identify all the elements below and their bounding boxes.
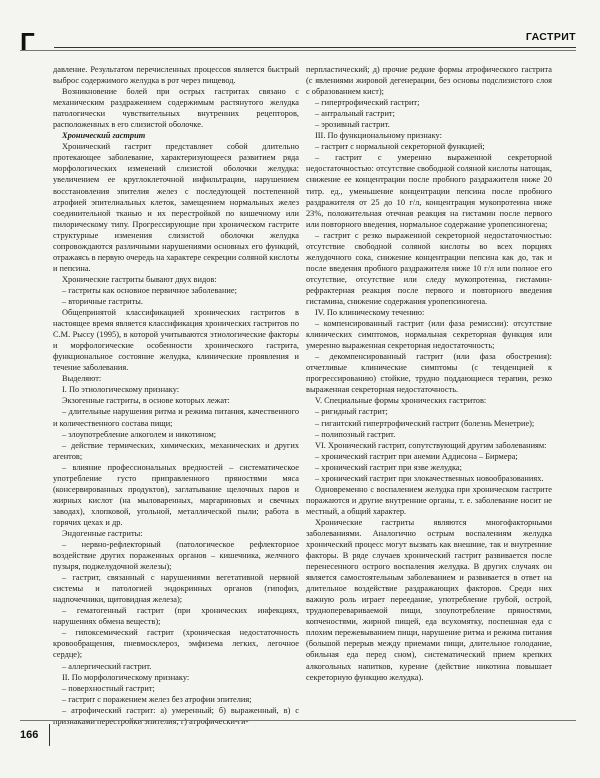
list-item: – хронический гастрит при язве желудка;	[315, 462, 462, 472]
right-text-column	[306, 64, 552, 704]
list-item: – гастриты как основное первичное заболевание;	[62, 285, 237, 295]
list-item: – гастрит с умеренно выраженной секреторной недостаточностью: отсутствие свободной соляной кислоты натощак, снижение ее концентрации после пробного раздражителя ниже 20 титр. ед., уменьшение концентрации пепсина после пробного раздражителя от 25 до 10 г/л, концентрация мукопротеина ниже 23%, положительная отечная реакция на гистамин после первого или повторного введения, нормальное содержание уропепсиногена;	[306, 153, 552, 229]
list-item: – аллергический гастрит.	[62, 661, 152, 671]
paragraph: Хронические гастриты бывают двух видов:	[62, 274, 217, 284]
list-item: – хронический гастрит при злокачественных новообразованиях.	[315, 473, 544, 483]
list-item: – влияние профессиональных вредностей – систематическое употребление густо приправленного пряностями мяса (консервированных продуктов), заглатывание щелочных паров и жирных кислот (на мыловаренных, маргариновых и свечных заводах), хлопковой, угольной, металлической пыли; работа в горячих цехах и др.	[53, 462, 299, 527]
paragraph: Общепринятой классификацией хронических гастритов в настоящее время является классификация хронических гастритов по С.М. Рыссу (1995), в которой учитываются этиологические факторы и морфологические особенности хронического гастрита, функциональное состояние желудка, клинические проявления и течение заболевания.	[53, 308, 299, 373]
paragraph: Хронический гастрит представляет собой длительно протекающее заболевание, характеризующееся развитием ряда морфологических изменений слизистой оболочки желудка: увеличением ее круглоклеточной инфильтрации, нарушением восстановления эпителия желез с последующей постепенной атрофией эпителиальных клеток, замещением нормальных желез соединительной тканью и их перестройкой по кишечному или пилорическому типу. Прогрессирующие при хроническом гастрите структурные изменения слизистой оболочки желудка сопровождаются различными нарушениями основных его функций, отражаясь в первую очередь на характере секреции соляной кислоты и пепсина.	[53, 142, 299, 273]
section-letter: Г	[20, 27, 35, 57]
list-item: – поверхностный гастрит;	[62, 683, 155, 693]
list-item: – компенсированный гастрит (или фаза ремиссии): отсутствие клинических симптомов, нормальная секреторная функция или умеренно выраженная секреторная недостаточность;	[306, 319, 552, 351]
list-item: – эрозивный гастрит.	[315, 120, 390, 130]
paragraph: Возникновение болей при острых гастритах связано с механическим раздражением содержимым растянутого желудка патологически чувствительных внутренних рецепторов, расположенных в его слизистой оболочке.	[53, 87, 299, 130]
list-item: – гигантский гипертрофический гастрит (болезнь Менетрие);	[315, 418, 535, 428]
paragraph: Одновременно с воспалением желудка при хроническом гастрите поражаются и другие внутренние органы, т. е. заболевание носит не местный, а общий характер.	[306, 484, 552, 516]
header-rule	[54, 47, 576, 48]
list-item: – гипертрофический гастрит;	[315, 98, 420, 108]
paragraph: Выделяют:	[62, 374, 102, 384]
list-item: – нервно-рефлекторный (патологическое рефлекторное воздействие других пораженных органов – кишечника, желчного пузыря, поджелудочной железы);	[53, 540, 299, 572]
list-item: – декомпенсированный гастрит (или фаза обострения): отчетливые клинические симптомы (с тенденцией к прогрессированию) стойкие, трудно поддающиеся терапии, резко выраженная секреторная недостаточность.	[306, 352, 552, 395]
list-item: – ригидный гастрит;	[315, 407, 388, 417]
list-item: – действие термических, химических, механических и других агентов;	[53, 440, 299, 461]
paragraph: Эндогенные гастриты:	[62, 528, 143, 538]
paragraph: давление. Результатом перечисленных процессов является быстрый выброс содержимого желудка в рот через пищевод.	[53, 65, 299, 86]
list-item: – гастрит с нормальной секреторной функцией;	[315, 142, 485, 152]
paragraph: Экзогенные гастриты, в основе которых лежат:	[62, 396, 230, 406]
paragraph: VI. Хронический гастрит, сопутствующий другим заболеваниям:	[315, 440, 547, 450]
list-item: – хронический гастрит при анемии Аддисона – Бирмера;	[315, 451, 518, 461]
paragraph: I. По этиологическому признаку:	[62, 385, 180, 395]
list-item: – антральный гастрит;	[315, 109, 395, 119]
list-item: – гематогенный гастрит (при хронических инфекциях, нарушениях обмена веществ);	[53, 606, 299, 627]
paragraph: III. По функциональному признаку:	[315, 131, 442, 141]
paragraph: V. Специальные формы хронических гастритов:	[315, 396, 487, 406]
paragraph: IV. По клиническому течению:	[315, 308, 425, 318]
list-item: – гастрит, связанный с нарушениями вегетативной нервной системы и патологией эндокринных органов (гипофиз, надпочечники, щитовидная железа);	[53, 573, 299, 605]
left-text-column	[53, 64, 299, 726]
list-item: – вторичные гастриты.	[62, 296, 143, 306]
paragraph: перпластический; д) прочие редкие формы атрофического гастрита (с явлениями жировой дегенерации, без основы подслизистого слоя с образованием кист);	[306, 65, 552, 97]
page-number: 166	[20, 724, 50, 746]
footer-rule	[20, 720, 576, 721]
paragraph: Хронические гастриты являются многофакторными заболеваниями. Аналогично острым воспалениям желудка хронический процесс могут вызвать как внешние, так и внутренние факторы. В ряде случаев хронический гастрит развивается после перенесенного острого воспаления желудка. В других случаях он является самостоятельным заболеванием и развивается в ответ на длительное воздействие раздражающих факторов. Среди них важную роль играет переедание, употребление грубой, острой, трудноперевариваемой пищи, злоупотребление пряностями, копченостями, жирной пищей, еда всухомятку, поспешная еда с плохим пережевыванием пищи, нарушение ритма и режима питания (большой перерыв между приемами пищи, длительное голодание, обильная еда перед сном), систематический прием крепких алкогольных напитков, курение (действие никотина повышает секреторную функцию желудка).	[306, 517, 552, 682]
list-item: – полипозный гастрит.	[315, 429, 396, 439]
list-item: – гастрит с поражением желез без атрофии эпителия;	[62, 694, 252, 704]
paragraph: II. По морфологическому признаку:	[62, 672, 190, 682]
list-item: – атрофический гастрит: а) умеренный; б) выраженный, в) с признаками перестройки эпителия; г) атрофически-ги-	[53, 705, 299, 726]
list-item: – гастрит с резко выраженной секреторной недостаточностью: отсутствие свободной соляной кислоты во всех порциях желудочного сока, снижение концентрации пепсина как до, так и после введения пробного раздражителя ниже 10 г/л или полное его отсутствие, отсутствие или следу мукопротеина, гистамин-рефрактерная реакция после первого и повторного введения гистамина, снижение содержания уропепсиногена.	[306, 230, 552, 306]
running-header-title: ГАСТРИТ	[525, 31, 576, 43]
subheading: Хронический гастрит	[62, 131, 146, 141]
header-rule-thin	[20, 50, 576, 51]
list-item: – злоупотребление алкоголем и никотином;	[62, 429, 217, 439]
list-item: – длительные нарушения ритма и режима питания, качественного и количественного состава пищи;	[53, 407, 299, 428]
list-item: – гипоксемический гастрит (хроническая недостаточность кровообращения, пневмосклероз, эмфизема легких, легочное сердце);	[53, 628, 299, 660]
